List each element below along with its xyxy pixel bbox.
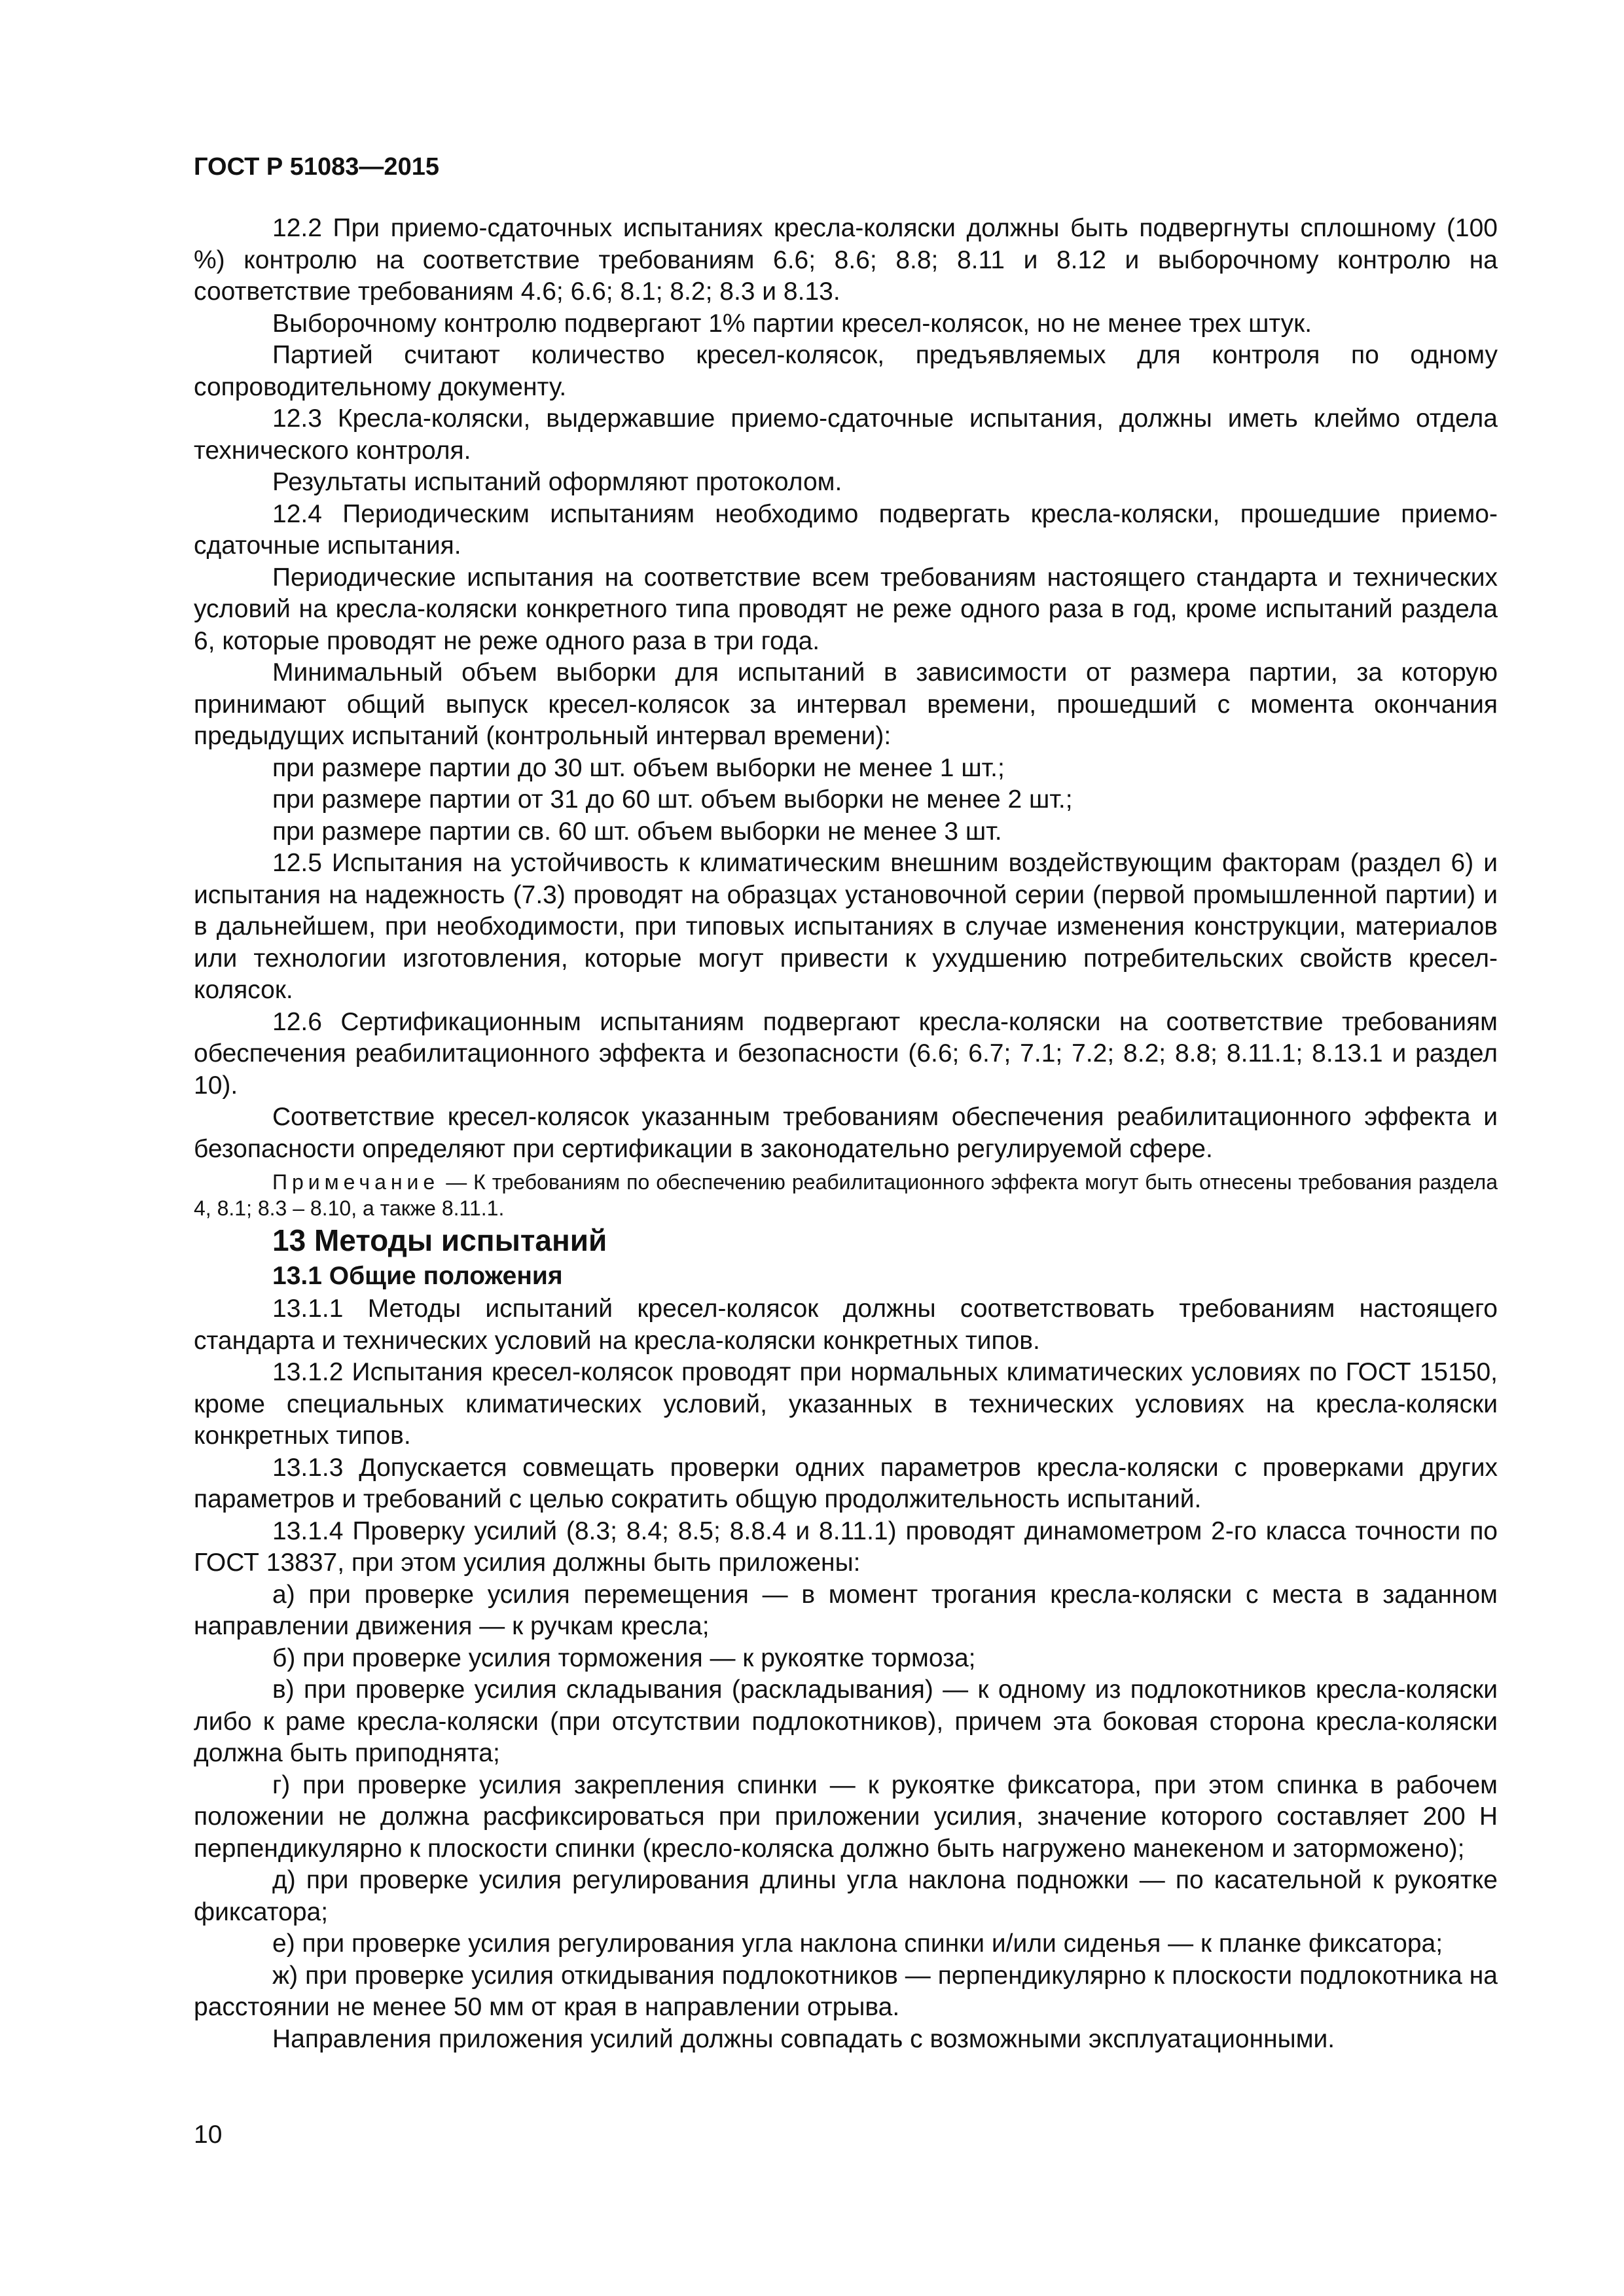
paragraph-12-5: 12.5 Испытания на устойчивость к климатическим внешним воздействующим факторам (раздел 6) и испытания на надежность (7.3) проводят на образцах установочной серии (первой промышленной партии) и в дальнейшем, при необходимости, при типовых испытаниях в случае изменения конструкции, материалов или технологии изготовления, которые могут привести к ухудшению потребительских свойств кресел-колясок. [194,849,1498,1004]
paragraph-13-1-3: 13.1.3 Допускается совмещать проверки одних параметров кресла-коляски с проверками других параметров и требований с целью сократить общую продолжительность испытаний. [194,1453,1498,1513]
paragraph: Направления приложения усилий должны совпадать с возможными эксплуатационными. [272,2024,1335,2053]
note-label: Примечание [272,1170,440,1194]
list-item: при размере партии св. 60 шт. объем выборки не менее 3 шт. [272,817,1002,846]
list-item: при размере партии до 30 шт. объем выборки не менее 1 шт.; [272,753,1005,782]
paragraph-12-4: 12.4 Периодическим испытаниям необходимо подвергать кресла-коляски, прошедшие приемо-сдаточные испытания. [194,499,1498,560]
paragraph-12-6: 12.6 Сертификационным испытаниям подвергают кресла-коляски на соответствие требованиям обеспечения реабилитационного эффекта и безопасности (6.6; 6.7; 7.1; 7.2; 8.2; 8.8; 8.11.1; 8.13.1 и раздел 10). [194,1007,1498,1100]
paragraph-12-2: 12.2 При приемо-сдаточных испытаниях кресла-коляски должны быть подвергнуты сплошному (100 %) контролю на соответствие требованиям 6.6; 8.6; 8.8; 8.11 и 8.12 и выборочному контролю на соответствие требованиям 4.6; 6.6; 8.1; 8.2; 8.3 и 8.13. [194,214,1498,306]
paragraph: Соответствие кресел-колясок указанным требованиям обеспечения реабилитационного эффекта и безопасности определяют при сертификации в законодательно регулируемой сфере. [194,1103,1498,1163]
list-item: е) при проверке усилия регулирования угла наклона спинки и/или сиденья — к планке фиксатора; [272,1929,1443,1958]
page-number: 10 [194,2121,223,2149]
list-item: в) при проверке усилия складывания (раскладывания) — к одному из подлокотников кресла-коляски либо к раме кресла-коляски (при отсутствии подлокотников), причем эта боковая сторона кресла-коляски должна быть приподнята; [194,1676,1498,1767]
page-content [194,213,1498,2055]
paragraph-12-3: 12.3 Кресла-коляски, выдержавшие приемо-сдаточные испытания, должны иметь клеймо отдела технического контроля. [194,404,1498,465]
paragraph-13-1-4: 13.1.4 Проверку усилий (8.3; 8.4; 8.5; 8.8.4 и 8.11.1) проводят динамометром 2-го класса точности по ГОСТ 13837, при этом усилия должны быть приложены: [194,1516,1498,1577]
note [194,1169,1498,1221]
list-item: д) при проверке усилия регулирования длины угла наклона подножки — по касательной к рукоятке фиксатора; [194,1866,1498,1926]
paragraph: Выборочному контролю подвергают 1% партии кресел-колясок, но не менее трех штук. [272,309,1312,338]
paragraph: Периодические испытания на соответствие всем требованиям настоящего стандарта и технических условий на кресла-коляски конкретного типа проводят не реже одного раза в год, кроме испытаний раздела 6, которые проводят не реже одного раза в три года. [194,563,1498,655]
list-item: б) при проверке усилия торможения — к рукоятке тормоза; [272,1643,976,1672]
paragraph: Партией считают количество кресел-колясок, предъявляемых для контроля по одному сопроводительному документу. [194,341,1498,401]
note-text: — К требованиям по обеспечению реабилитационного эффекта могут быть отнесены требования раздела 4, 8.1; 8.3 – 8.10, а также 8.11.1. [194,1170,1498,1220]
list-item: г) при проверке усилия закрепления спинки — к рукоятке фиксатора, при этом спинка в рабочем положении не должна расфиксироваться при приложении усилия, значение которого составляет 200 Н перпендикулярно к плоскости спинки (кресло-коляска должно быть нагружено манекеном и заторможено); [194,1770,1498,1863]
list-item: а) при проверке усилия перемещения — в момент трогания кресла-коляски с места в заданном направлении движения — к ручкам кресла; [194,1580,1498,1640]
paragraph: Результаты испытаний оформляют протоколом. [272,468,842,496]
list-item: при размере партии от 31 до 60 шт. объем выборки не менее 2 шт.; [272,785,1073,814]
list-item: ж) при проверке усилия откидывания подлокотников — перпендикулярно к плоскости подлокотника на расстоянии не менее 50 мм от края в направлении отрыва. [194,1961,1498,2021]
subsection-heading: 13.1 Общие положения [272,1262,563,1290]
paragraph-13-1-2: 13.1.2 Испытания кресел-колясок проводят при нормальных климатических условиях по ГОСТ 15150, кроме специальных климатических условий, указанных в технических условиях на кресла-коляски конкретных типов. [194,1358,1498,1450]
paragraph-13-1-1: 13.1.1 Методы испытаний кресел-колясок должны соответствовать требованиям настоящего стандарта и технических условий на кресла-коляски конкретных типов. [194,1295,1498,1355]
section-heading: 13 Методы испытаний [272,1223,607,1257]
paragraph: Минимальный объем выборки для испытаний в зависимости от размера партии, за которую принимают общий выпуск кресел-колясок за интервал времени, прошедший с момента окончания предыдущих испытаний (контрольный интервал времени): [194,658,1498,750]
document-header: ГОСТ Р 51083—2015 [194,153,439,181]
